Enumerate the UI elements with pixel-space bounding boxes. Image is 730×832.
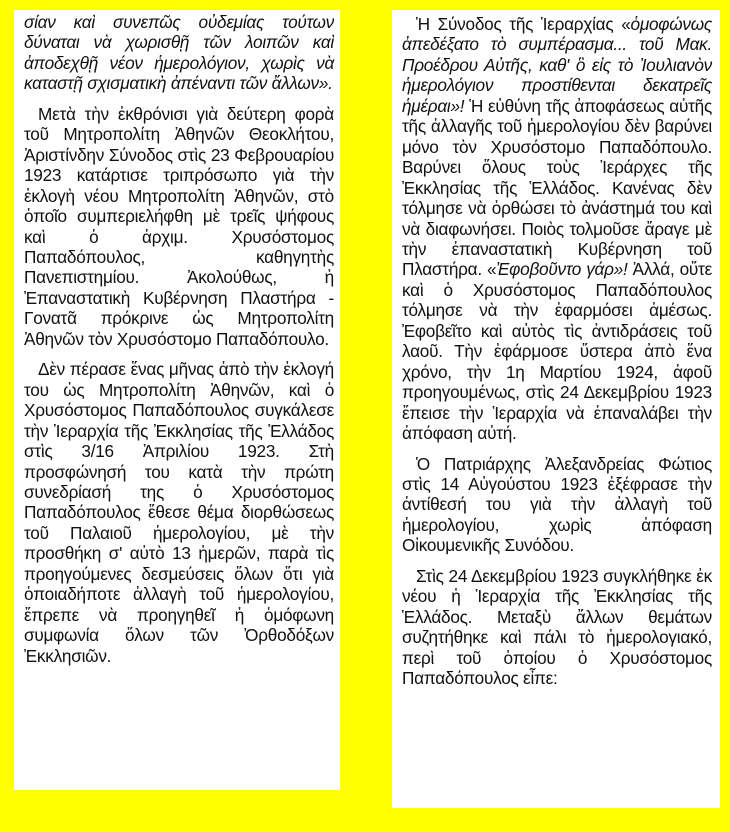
text-segment: Ἡ εὐθύνη τῆς ἀποφάσεως αὐτῆς τῆς ἀλλαγῆς τοῦ ἡμερολογίου δὲν βαρύνει μόνο τὸν Χρυσόστομο Παπαδόπουλο. Βαρύνει ὅλους τοὺς Ἱεράρχες τῆς Ἐκκλησίας τῆς Ἑλλάδος. Κανένας δὲν τόλμησε νὰ ὀρθώσει τὸ ἀνάστημά του καὶ νὰ διαφωνήσει. Ποιὸς τολμοῦσε ἄραγε μὲ τὴν ἐπαναστατικὴ Κυβέρνηση τοῦ Πλαστήρα. « — [402, 95, 712, 280]
paragraph: Δὲν πέρασε ἕνας μῆνας ἀπὸ τὴν ἐκλογή του ὡς Μητροπολίτη Ἀθηνῶν, καὶ ὁ Χρυσόστομος Παπαδόπουλος συγκάλεσε τὴν Ἱεραρχία τῆς Ἐκκλησίας τῆς Ἑλλάδος στὶς 3/16 Ἀπριλίου 1923. Στὴ προσφώνησή του κατὰ τὴν πρώτη συνεδρίασή της ὁ Χρυσόστομος Παπαδόπουλος ἔθεσε θέμα διορθώσεως τοῦ Παλαιοῦ ἡμερολογίου, μὲ τὴν προσθήκη σ' αὐτὸ 13 ἡμερῶν, παρὰ τὶς προηγούμενες δεσμεύσεις ὅλων ὅτι γιὰ ὁποιαδήποτε ἀλλαγὴ τοῦ ἡμερολογίου, ἔπρεπε νὰ προηγηθεῖ ἡ ὁμόφωνη συμφωνία ὅλων τῶν Ὀρθοδόξων Ἐκκλησιῶν. — [24, 359, 334, 666]
quoted-text-segment: Ἐφοβοῦντο γάρ»! — [496, 259, 628, 280]
paragraph: Στὶς 24 Δεκεμβρίου 1923 συγκλήθηκε ἐκ νέου ἡ Ἱεραρχία τῆς Ἐκκλησίας τῆς Ἑλλάδος. Μεταξὺ ἄλλων θεμάτων συζητήθηκε καὶ πάλι τὸ ἡμερολογιακό, περὶ τοῦ ὁποίου ὁ Χρυσόστομος Παπαδόπουλος εἶπε: — [402, 565, 712, 689]
paragraph: Ὁ Πατριάρχης Ἀλεξανδρείας Φώτιος στὶς 14 Αὐγούστου 1923 ἐξέφρασε τὴν ἀντίθεσή του γιὰ τὴν ἀλλαγὴ τοῦ ἡμερολογίου, χωρὶς ἀπόφαση Οἰκουμενικῆς Συνόδου. — [402, 453, 712, 556]
paragraph: σίαν καὶ συνεπῶς οὐδεμίας τούτων δύναται νὰ χωρισθῇ τῶν λοιπῶν καὶ ἀποδεχθῇ νέον ἡμερολόγιον, χωρὶς νὰ καταστῇ σχισματικὴ ἀπέναντι τῶν ἄλλων». — [24, 12, 334, 94]
text-segment: Ἡ Σύνοδος τῆς Ἱεραρχίας « — [416, 14, 631, 34]
quoted-text-segment: ὁμοφώνως ἀπεδέξατο τὸ συμπέρασμα... τοῦ Μακ. Προέδρου Αὐτῆς, καθ' ὃ εἰς τὸ Ἰουλιανὸν ἡμερολόγιον προστίθενται δεκατρεῖς ἡμέραι»! — [402, 14, 712, 116]
right-text-column — [392, 10, 720, 808]
paragraph: Μετὰ τὴν ἐκθρόνισι γιὰ δεύτερη φορὰ τοῦ Μητροπολίτη Ἀθηνῶν Θεοκλήτου, Ἀριστίνδην Σύνοδος στὶς 23 Φεβρουαρίου 1923 κατάρτισε τριπρόσωπο γιὰ τὴν ἐκλογὴ νέου Μητροπολίτη Ἀθηνῶν, στὸ ὁποῖο συμπεριελήφθη μὲ τρεῖς ψήφους καὶ ὁ ἀρχιμ. Χρυσόστομος Παπαδόπουλος, καθηγητὴς Πανεπιστημίου. Ἀκολούθως, ἡ Ἐπαναστατικὴ Κυβέρνηση Πλαστήρα - Γονατᾶ πρόκρινε ὡς Μητροπολίτη Ἀθηνῶν τὸν Χρυσόστομο Παπαδόπουλο. — [24, 103, 334, 349]
paragraph — [402, 14, 712, 444]
left-text-column — [14, 10, 340, 790]
text-segment: Ἀλλά, οὔτε καὶ ὁ Χρυσόστομος Παπαδόπουλος τόλμησε νὰ τὴν ἐφαρμόσει ἀμέσως. Ἐφοβεῖτο καὶ αὐτὸς τὶς ἀντιδράσεις τοῦ λαοῦ. Τὴν ἐφάρμοσε ὕστερα ἀπὸ ἕνα χρόνο, τὴν 1η Μαρτίου 1924, ἀφοῦ προηγουμένως, στὶς 24 Δεκεμβρίου 1923 ἔπεισε τὴν Ἱεραρχία νὰ ἐπαναλάβει τὴν ἀπόφαση αὐτή. — [402, 259, 712, 444]
